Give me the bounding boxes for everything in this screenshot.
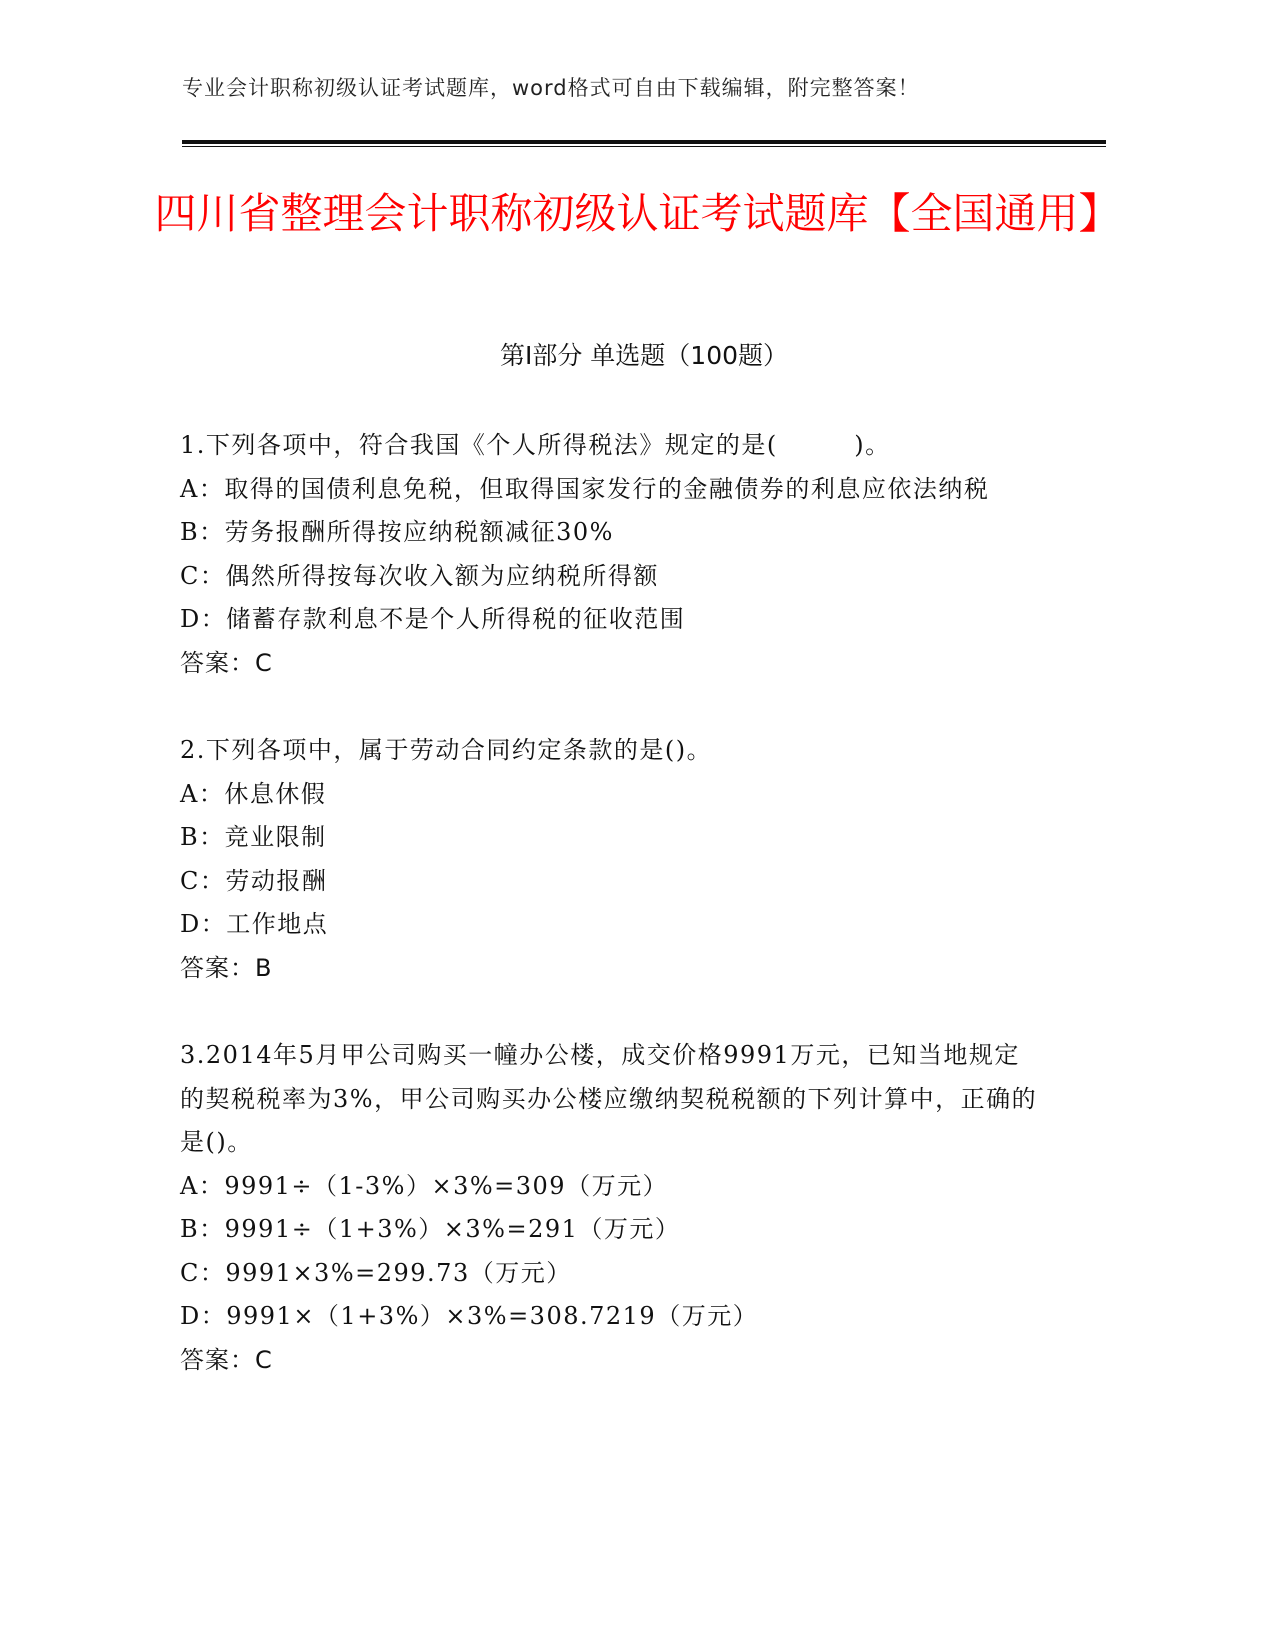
question-list	[180, 424, 1040, 1426]
answer: 答案：B	[180, 953, 273, 982]
option-c: C：偶然所得按每次收入额为应纳税所得额	[180, 561, 659, 590]
option-c: C：9991×3%=299.73（万元）	[180, 1258, 572, 1287]
option-d: D：工作地点	[180, 910, 329, 938]
document-title: 四川省整理会计职称初级认证考试题库【全国通用】	[154, 189, 1121, 238]
header-note: 专业会计职称初级认证考试题库，word格式可自由下载编辑，附完整答案！	[182, 76, 920, 100]
option-a: A：取得的国债利息免税，但取得国家发行的金融债券的利息应依法纳税	[180, 474, 990, 503]
question-stem: 3.2014年5月甲公司购买一幢办公楼，成交价格9991万元，已知当地规定的契税税率为3%，甲公司购买办公楼应缴纳契税税额的下列计算中，正确的是()。	[180, 1041, 1038, 1156]
question-stem: 2.下列各项中，属于劳动合同约定条款的是()。	[180, 736, 713, 764]
question-1	[180, 424, 1040, 685]
option-d: D：9991×（1+3%）×3%=308.7219（万元）	[180, 1302, 759, 1330]
option-b: B：9991÷（1+3%）×3%=291（万元）	[180, 1215, 681, 1243]
option-c: C：劳动报酬	[180, 866, 328, 895]
header-divider	[182, 140, 1106, 144]
option-a: A：9991÷（1-3%）×3%=309（万元）	[180, 1171, 669, 1200]
header-divider-thin	[182, 146, 1106, 147]
option-d: D：储蓄存款利息不是个人所得税的征收范围	[180, 605, 686, 633]
answer: 答案：C	[180, 1345, 273, 1374]
answer: 答案：C	[180, 648, 273, 677]
question-3	[180, 1034, 1040, 1382]
option-b: B：劳务报酬所得按应纳税额减征30%	[180, 518, 614, 546]
section-title: 第Ⅰ部分 单选题（100题）	[499, 341, 789, 370]
question-stem: 1.下列各项中，符合我国《个人所得税法》规定的是( )。	[180, 431, 891, 459]
option-a: A：休息休假	[180, 779, 327, 808]
question-2	[180, 729, 1040, 990]
option-b: B：竞业限制	[180, 823, 327, 851]
